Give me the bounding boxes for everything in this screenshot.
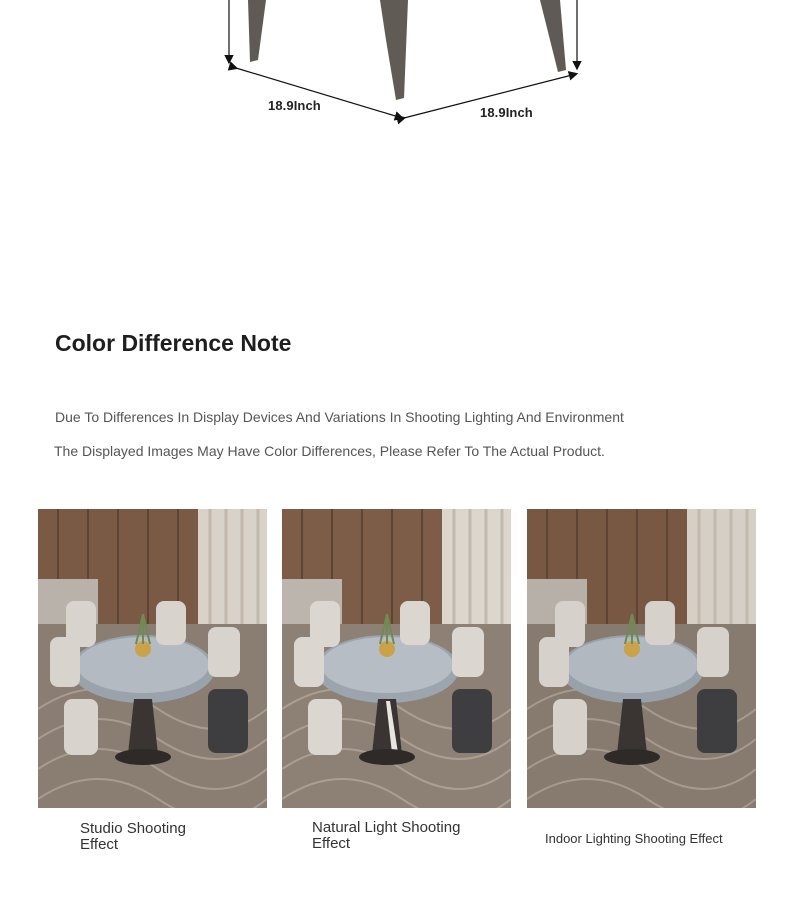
studio-photo [38, 509, 267, 808]
chair-legs-diagram [0, 0, 790, 140]
studio-caption: Studio Shooting Effect [80, 820, 186, 853]
dining-set-image [38, 509, 267, 808]
indoor-lighting-photo [527, 509, 756, 808]
chair-dimension-drawing [0, 0, 790, 140]
dining-set-image [282, 509, 511, 808]
natural-light-caption: Natural Light Shooting Effect [312, 819, 461, 852]
color-difference-title: Color Difference Note [55, 330, 292, 356]
note-line-2: The Displayed Images May Have Color Differences, Please Refer To The Actual Product. [54, 443, 605, 459]
dining-set-image [527, 509, 756, 808]
right-dimension-label: 18.9Inch [480, 105, 533, 120]
note-line-1: Due To Differences In Display Devices And Variations In Shooting Lighting And Environment [55, 409, 624, 425]
natural-light-photo [282, 509, 511, 808]
indoor-lighting-caption: Indoor Lighting Shooting Effect [545, 831, 723, 846]
left-dimension-label: 18.9Inch [268, 98, 321, 113]
